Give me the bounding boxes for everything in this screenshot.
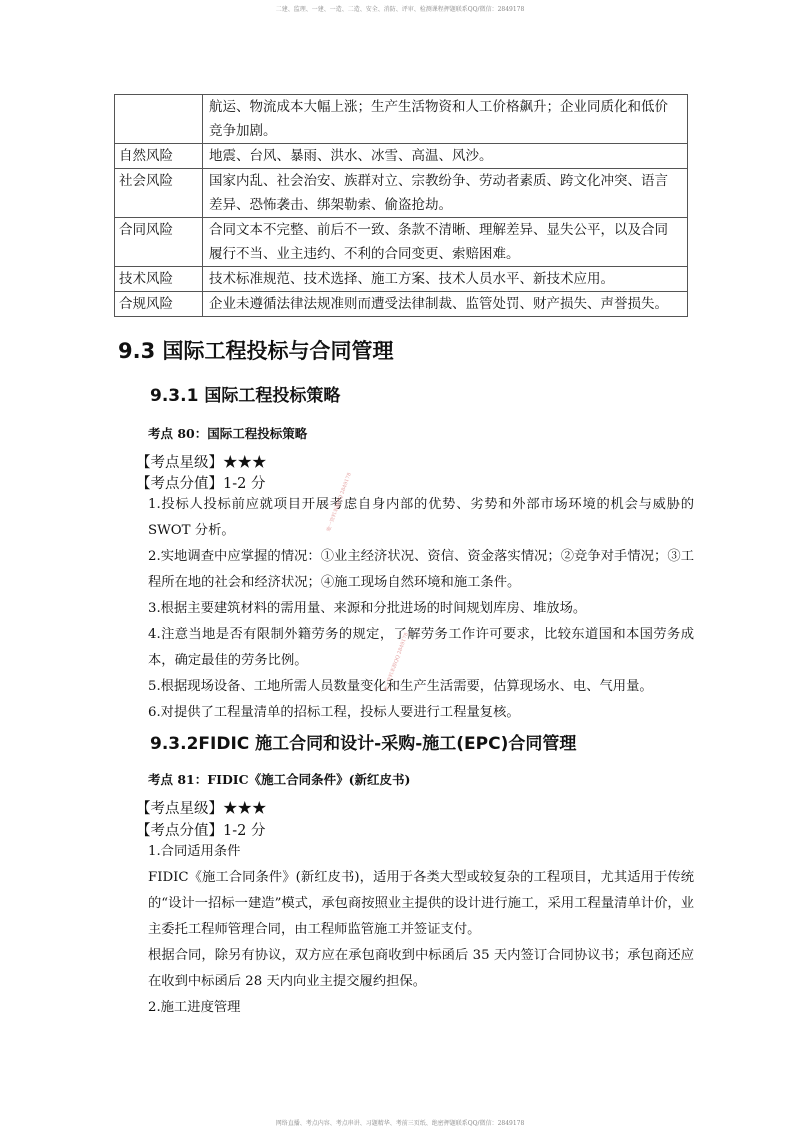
star-rating-80: 【考点星级】★★★ [136,455,267,471]
risk-description-cell: 地震、台风、暴雨、洪水、冰雪、高温、风沙。 [203,144,688,169]
watermark-stamp: 唯一资料来源QQ 2849178 [382,632,410,693]
contract-section-body [122,839,694,1021]
risk-table-row [115,218,688,267]
risk-category-cell: 合同风险 [115,218,203,267]
star-rating-81: 【考点星级】★★★ [136,801,267,817]
risk-category-cell: 合规风险 [115,292,203,317]
risk-table-row [115,144,688,169]
strategy-item: 2.实地调查中应掌握的情况：①业主经济状况、资信、资金落实情况；②竞争对手情况；③工程所在地的社会和经济状况；④施工现场自然环境和施工条件。 [148,549,694,590]
kaodian-81-title: 考点 81：FIDIC《施工合同条件》(新红皮书) [148,772,411,787]
risk-description-cell: 企业未遵循法律法规准则而遭受法律制裁、监管处罚、财产损失、声誉损失。 [203,292,688,317]
risk-description-cell: 航运、物流成本大幅上涨；生产生活物资和人工价格飙升；企业同质化和低价竞争加剧。 [203,95,688,144]
page-header-note: 二建、监理、一建、一造、二造、安全、消防、评审、检测课程押题联系QQ/微信：2849178 [275,6,525,13]
risk-table-row [115,169,688,218]
risk-category-cell: 社会风险 [115,169,203,218]
section-title: 9.3 国际工程投标与合同管理 [118,339,394,363]
kaodian-80-title: 考点 80：国际工程投标策略 [148,426,308,441]
strategy-item: 4.注意当地是否有限制外籍劳务的规定，了解劳务工作许可要求，比较东道国和本国劳务成本，确定最佳的劳务比例。 [148,627,694,668]
item-title-applicable-conditions: 1.合同适用条件 [148,844,241,859]
paragraph-applicability: FIDIC《施工合同条件》(新红皮书)，适用于各类大型或较复杂的工程项目，尤其适用于传统的“设计一招标一建造”模式，承包商按照业主提供的设计进行施工，采用工程量清单计价，业主委托工程师管理合同，由工程师监管施工并签证支付。 [148,870,694,937]
risk-category-cell: 技术风险 [115,267,203,292]
item-title-schedule-management: 2.施工进度管理 [148,1000,241,1015]
strategy-item: 1.投标人投标前应就项目开展考虑自身内部的优势、劣势和外部市场环境的机会与威胁的 SWOT 分析。 [148,497,694,538]
risk-table-row [115,292,688,317]
strategy-item: 6.对提供了工程量清单的招标工程，投标人要进行工程量复核。 [148,705,520,720]
watermark-stamp: 唯一资料来源QQ 2849178 [325,472,353,533]
strategy-item: 3.根据主要建筑材料的需用量、来源和分批进场的时间规划库房、堆放场。 [148,601,587,616]
paragraph-agreement-timing: 根据合同，除另有协议，双方应在承包商收到中标函后 35 天内签订合同协议书；承包商还应在收到中标函后 28 天内向业主提交履约担保。 [148,948,694,989]
risk-description-cell: 国家内乱、社会治安、族群对立、宗教纷争、劳动者素质、跨文化冲突、语言差异、恐怖袭击、绑架勒索、偷盗抢劫。 [203,169,688,218]
risk-table [114,94,688,317]
page-footer-note: 网络直播、考点内容、考点串讲、习题精华、考前三页纸、绝密押题联系QQ/微信：2849178 [275,1120,525,1127]
risk-category-cell: 自然风险 [115,144,203,169]
strategy-list [122,492,694,726]
strategy-item: 5.根据现场设备、工地所需人员数量变化和生产生活需要，估算现场水、电、气用量。 [148,679,653,694]
risk-description-cell: 合同文本不完整、前后不一致、条款不清晰、理解差异、显失公平，以及合同履行不当、业主违约、不利的合同变更、索赔困难。 [203,218,688,267]
risk-table-row [115,267,688,292]
score-range-81: 【考点分值】1-2 分 [136,823,266,839]
subsection-title-9-3-1: 9.3.1 国际工程投标策略 [150,386,341,406]
risk-category-cell [115,95,203,144]
risk-description-cell: 技术标准规范、技术选择、施工方案、技术人员水平、新技术应用。 [203,267,688,292]
score-range-80: 【考点分值】1-2 分 [136,476,266,492]
risk-table-row [115,95,688,144]
subsection-title-9-3-2: 9.3.2FIDIC 施工合同和设计-采购-施工(EPC)合同管理 [150,734,577,754]
